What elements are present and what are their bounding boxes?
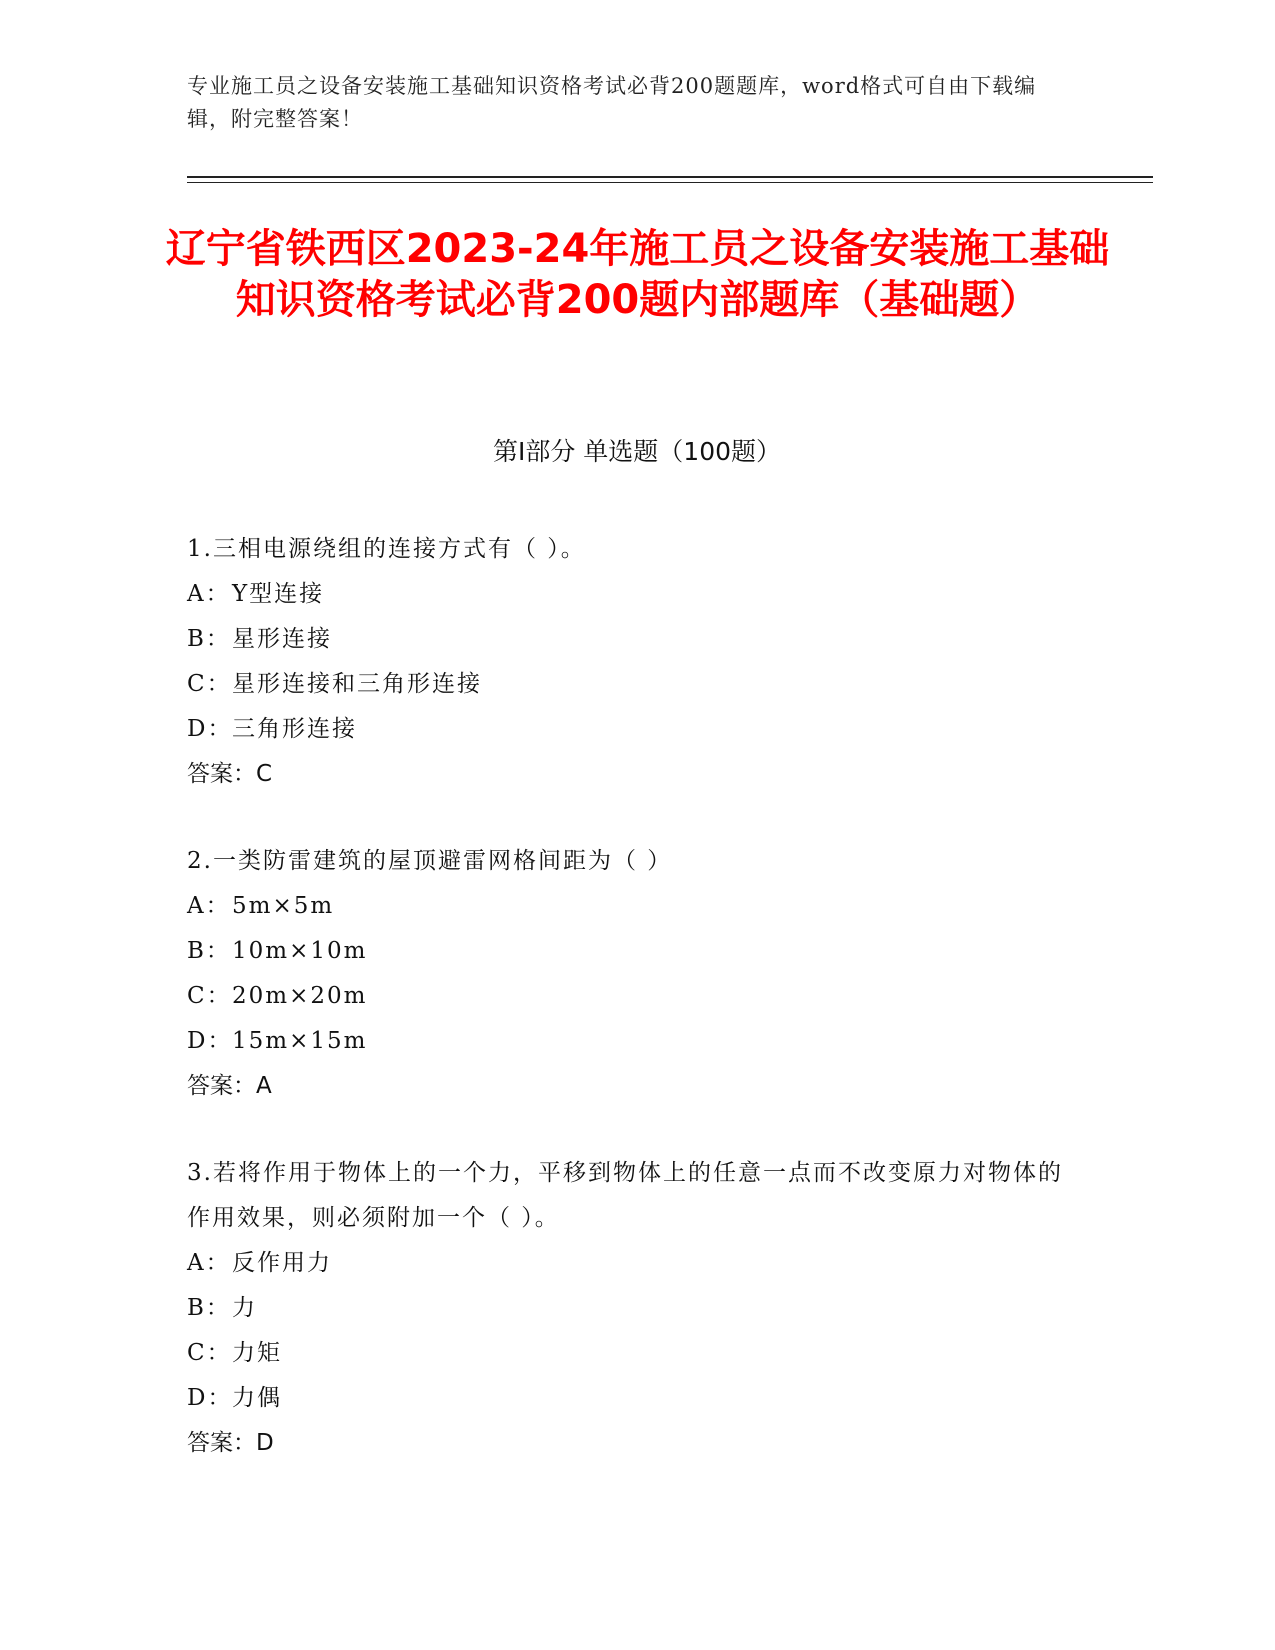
header-rule-thin [187,182,1153,183]
question-2 [187,839,1087,1109]
option-key: C： [187,671,232,697]
question-stem: 2.一类防雷建筑的屋顶避雷网格间距为（ ） [187,848,673,874]
option-key: B： [187,626,231,652]
option-d [187,707,1087,752]
answer-line: 答案：C [187,761,273,787]
option-key: C： [187,1340,232,1366]
answer-line: 答案：D [187,1430,274,1456]
question-3 [187,1151,1087,1466]
option-a [187,1241,1087,1286]
option-key: A： [187,893,231,919]
option-text: 力矩 [232,1340,282,1366]
option-key: C： [187,983,232,1009]
option-text: 15m×15m [232,1028,368,1054]
option-c [187,662,1087,707]
option-c [187,1331,1087,1376]
option-a [187,572,1087,617]
option-key: D： [187,716,233,742]
option-d [187,1019,1087,1064]
option-text: 星形连接 [232,626,332,652]
option-text: 力 [232,1295,257,1321]
option-key: B： [187,1295,231,1321]
header-note: 专业施工员之设备安装施工基础知识资格考试必背200题题库，word格式可自由下载编辑，附完整答案！ [187,74,1037,131]
option-b [187,929,1087,974]
question-stem: 3.若将作用于物体上的一个力，平移到物体上的任意一点而不改变原力对物体的作用效果，则必须附加一个（ ）。 [187,1160,1063,1231]
question-list [187,527,1087,1508]
option-key: A： [187,581,231,607]
option-b [187,1286,1087,1331]
option-text: 力偶 [232,1385,282,1411]
option-text: 反作用力 [232,1250,332,1276]
section-title: 第Ⅰ部分 单选题（100题） [492,437,782,466]
option-b [187,617,1087,662]
document-title: 辽宁省铁西区2023-24年施工员之设备安装施工基础知识资格考试必背200题内部题库（基础题） [165,226,1110,323]
option-text: 5m×5m [232,893,335,919]
option-text: 20m×20m [232,983,368,1009]
header-rule-thick [187,176,1153,178]
option-c [187,974,1087,1019]
option-text: 星形连接和三角形连接 [232,671,482,697]
option-d [187,1376,1087,1421]
option-key: D： [187,1028,233,1054]
option-a [187,884,1087,929]
question-1 [187,527,1087,797]
option-key: A： [187,1250,231,1276]
option-text: Y型连接 [232,581,325,607]
option-text: 10m×10m [232,938,368,964]
question-stem: 1.三相电源绕组的连接方式有（ ）。 [187,536,586,562]
option-key: D： [187,1385,233,1411]
answer-line: 答案：A [187,1073,272,1099]
option-key: B： [187,938,231,964]
option-text: 三角形连接 [232,716,357,742]
